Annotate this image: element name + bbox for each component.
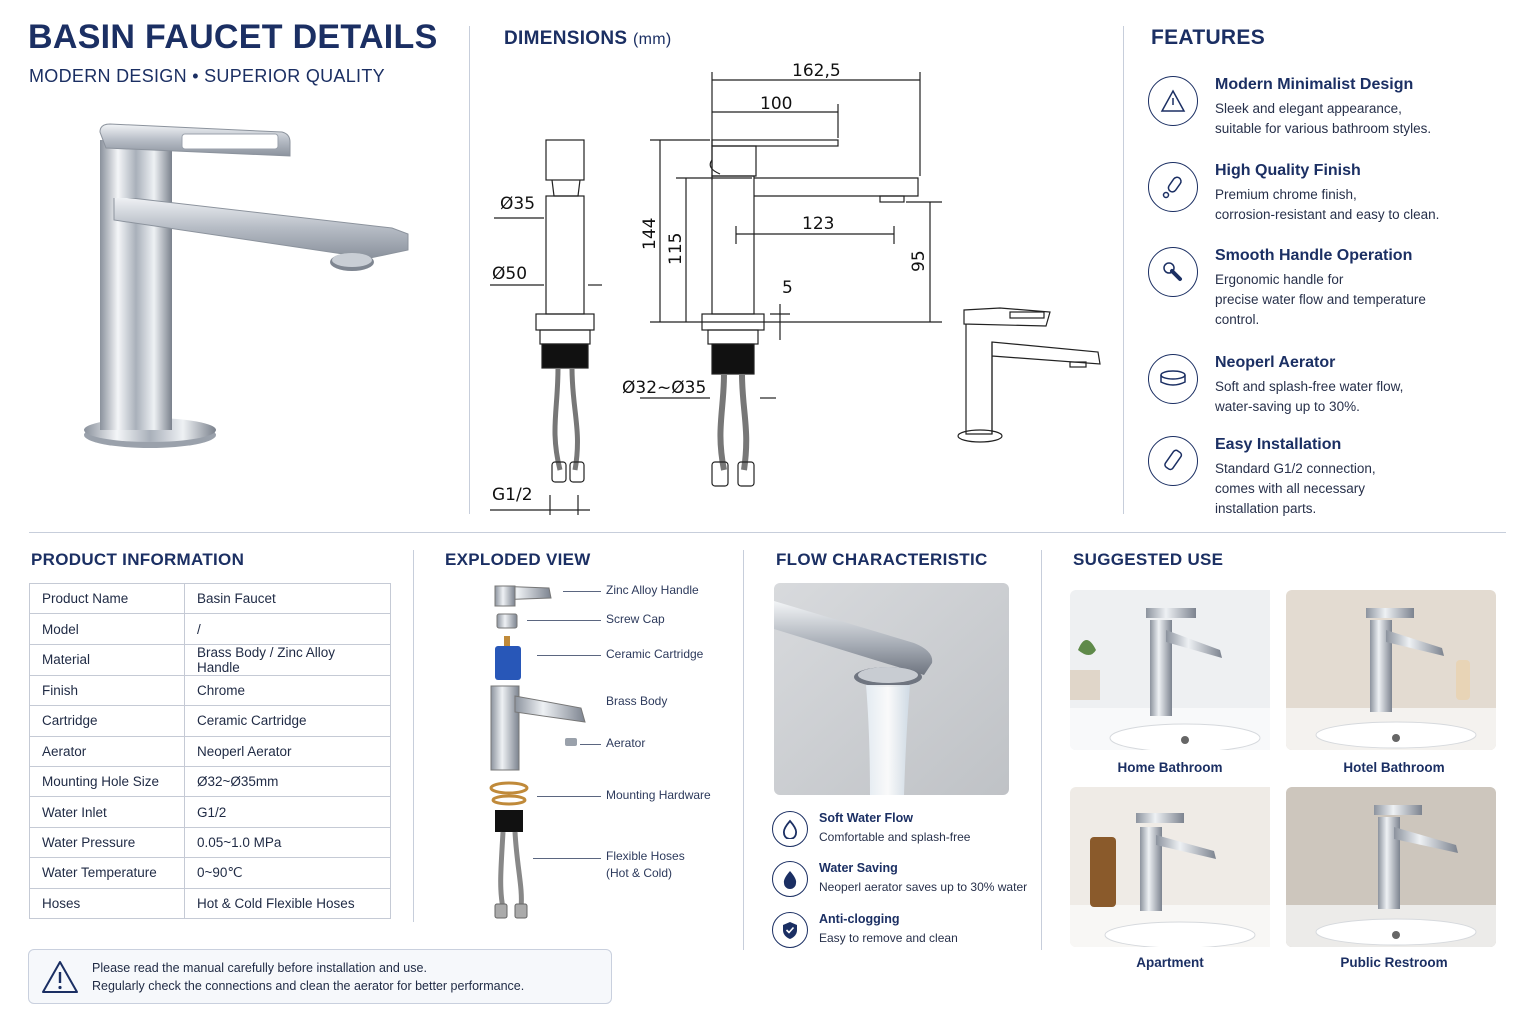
table-row [30, 706, 391, 736]
product-info-table [29, 583, 391, 919]
suggested-caption: Apartment [1136, 955, 1204, 970]
dim-label-hole-size: Ø32~Ø35 [622, 378, 707, 398]
feature-title: High Quality Finish [1215, 162, 1361, 179]
flow-item [772, 811, 1042, 853]
table-row [30, 858, 391, 888]
suggested-title: SUGGESTED USE [1073, 550, 1224, 569]
table-key: Hoses [30, 888, 185, 918]
table-row [30, 797, 391, 827]
feature-title: Modern Minimalist Design [1215, 76, 1414, 93]
part-label-cartridge: Ceramic Cartridge [606, 647, 704, 661]
table-key: Material [30, 644, 185, 675]
table-row [30, 584, 391, 614]
flow-title: FLOW CHARACTERISTIC [776, 550, 988, 569]
aerator-icon [1148, 354, 1198, 404]
dimension-drawing [480, 50, 1120, 515]
flow-item [772, 861, 1042, 903]
table-row [30, 644, 391, 675]
feature-desc-line: Ergonomic handle for [1215, 272, 1344, 287]
table-value: Ceramic Cartridge [185, 706, 391, 736]
feature-desc-line: water-saving up to 30%. [1215, 399, 1360, 414]
table-key: Water Inlet [30, 797, 185, 827]
suggested-caption: Hotel Bathroom [1343, 760, 1445, 775]
feature-desc-line: precise water flow and temperature [1215, 292, 1426, 307]
table-value: 0.05~1.0 MPa [185, 827, 391, 857]
water-drop-icon [772, 861, 808, 897]
page-subtitle: MODERN DESIGN • SUPERIOR QUALITY [29, 66, 385, 86]
home-bathroom-photo [1070, 590, 1280, 750]
handle-icon [1148, 247, 1198, 297]
flow-item-desc: Easy to remove and clean [819, 931, 958, 945]
table-key: Cartridge [30, 706, 185, 736]
table-value: 0~90℃ [185, 858, 391, 888]
flow-item [772, 912, 1042, 954]
feature-item [1148, 354, 1518, 434]
dim-label-inlet: G1/2 [492, 485, 533, 505]
table-value: G1/2 [185, 797, 391, 827]
part-label-handle: Zinc Alloy Handle [606, 583, 699, 597]
part-label-mounting: Mounting Hardware [606, 788, 711, 802]
part-label-body: Brass Body [606, 694, 668, 708]
dim-label-body-height: 115 [666, 232, 686, 265]
flow-item-title: Soft Water Flow [819, 811, 913, 825]
feature-desc-line: Soft and splash-free water flow, [1215, 379, 1404, 394]
feature-desc [1215, 377, 1455, 417]
feature-desc-line: Premium chrome finish, [1215, 187, 1357, 202]
apartment-photo [1070, 787, 1280, 947]
brush-icon [1148, 162, 1198, 212]
notice-line-2: Regularly check the connections and clean the aerator for better performance. [92, 979, 525, 993]
table-value: / [185, 614, 391, 644]
dim-label-total-length: 162,5 [792, 61, 841, 81]
table-value: Hot & Cold Flexible Hoses [185, 888, 391, 918]
notice-line-1: Please read the manual carefully before installation and use. [92, 961, 427, 975]
dim-label-base-thickness: 5 [782, 278, 793, 298]
table-key: Water Pressure [30, 827, 185, 857]
feature-title: Easy Installation [1215, 436, 1342, 453]
feature-title: Neoperl Aerator [1215, 354, 1336, 371]
dim-label-spout-height: 95 [909, 250, 929, 272]
flow-item-title: Anti-clogging [819, 912, 900, 926]
product-info-title: PRODUCT INFORMATION [31, 550, 245, 569]
feature-desc [1215, 270, 1455, 330]
dim-label-spout-reach: 123 [802, 214, 835, 234]
warning-icon [41, 959, 79, 995]
feature-item [1148, 76, 1518, 156]
feature-desc-line: control. [1215, 312, 1260, 327]
exploded-diagram [485, 578, 595, 923]
dim-label-handle-length: 100 [760, 94, 793, 114]
feature-desc-line: installation parts. [1215, 501, 1317, 516]
part-label-aerator: Aerator [606, 736, 646, 750]
page-title: BASIN FAUCET DETAILS [28, 18, 438, 56]
feature-item [1148, 436, 1518, 516]
table-row [30, 675, 391, 705]
feature-desc-line: suitable for various bathroom styles. [1215, 121, 1432, 136]
table-key: Mounting Hole Size [30, 766, 185, 796]
table-row [30, 766, 391, 796]
flow-item-desc: Comfortable and splash-free [819, 830, 971, 844]
table-row [30, 827, 391, 857]
feature-title: Smooth Handle Operation [1215, 247, 1413, 264]
table-row [30, 888, 391, 918]
table-value: Chrome [185, 675, 391, 705]
table-key: Finish [30, 675, 185, 705]
dimensions-title [504, 28, 671, 50]
table-key: Model [30, 614, 185, 644]
exploded-view-title: EXPLODED VIEW [445, 550, 591, 569]
dimensions-title-text: DIMENSIONS [504, 28, 628, 49]
dim-label-total-height: 144 [640, 217, 660, 250]
part-label-hoses: Flexible Hoses [606, 849, 685, 863]
public-restroom-photo [1286, 787, 1496, 947]
features-title: FEATURES [1151, 26, 1266, 49]
dim-label-body-diameter: Ø50 [492, 264, 528, 284]
triangle-icon [1148, 76, 1198, 126]
faucet-product-image [70, 110, 430, 460]
table-value: Brass Body / Zinc Alloy Handle [185, 644, 391, 675]
part-label-hoses-sub: (Hot & Cold) [606, 866, 673, 880]
flow-photo [774, 583, 1009, 795]
flow-item-desc: Neoperl aerator saves up to 30% water [819, 880, 1028, 894]
table-value: Basin Faucet [185, 584, 391, 614]
feature-desc [1215, 99, 1455, 139]
shield-check-icon [772, 912, 808, 948]
part-label-cap: Screw Cap [606, 612, 665, 626]
feature-desc-line: comes with all necessary [1215, 481, 1366, 496]
feature-desc [1215, 459, 1455, 519]
dimensions-unit: (mm) [632, 31, 672, 48]
table-key: Water Temperature [30, 858, 185, 888]
feature-desc [1215, 185, 1455, 225]
flow-item-title: Water Saving [819, 861, 898, 875]
hotel-bathroom-photo [1286, 590, 1496, 750]
suggested-caption: Public Restroom [1340, 955, 1448, 970]
feature-desc-line: Sleek and elegant appearance, [1215, 101, 1402, 116]
table-key: Aerator [30, 736, 185, 766]
table-value: Neoperl Aerator [185, 736, 391, 766]
table-row [30, 736, 391, 766]
suggested-caption: Home Bathroom [1117, 760, 1223, 775]
feature-item [1148, 247, 1518, 327]
table-key: Product Name [30, 584, 185, 614]
feature-desc-line: corrosion-resistant and easy to clean. [1215, 207, 1440, 222]
feature-item [1148, 162, 1518, 242]
pipe-icon [1148, 436, 1198, 486]
water-flow-icon [772, 811, 808, 847]
notice-box [28, 949, 612, 1004]
table-row [30, 614, 391, 644]
feature-desc-line: Standard G1/2 connection, [1215, 461, 1376, 476]
dim-label-top-diameter: Ø35 [500, 194, 536, 214]
table-value: Ø32~Ø35mm [185, 766, 391, 796]
